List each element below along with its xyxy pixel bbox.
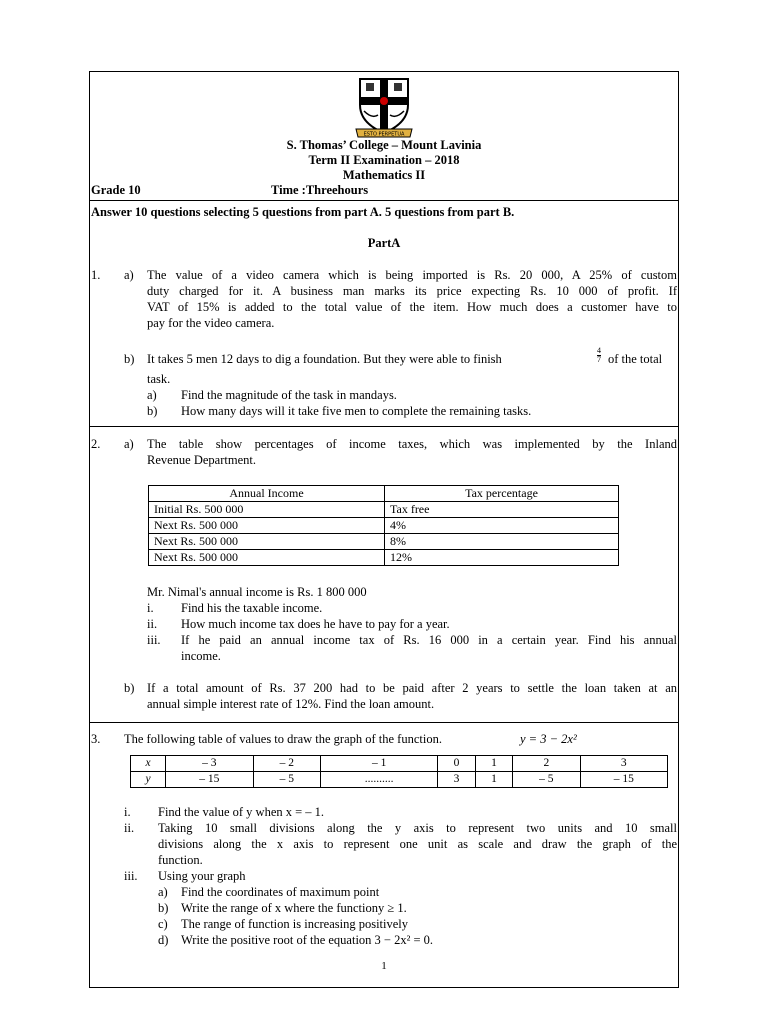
table-cell: Next Rs. 500 000 [149,550,385,566]
q2-sub-label: i. [147,601,154,615]
table-cell: – 5 [513,772,580,788]
table-cell: x [131,756,166,772]
q2-number: 2. [91,437,101,451]
q3-function: y = 3 − 2x² [520,732,577,746]
table-cell: 2 [513,756,580,772]
table-cell: 4% [385,518,619,534]
q2-sub-text-cont: income. [181,649,221,663]
q1-b-text-task: task. [147,372,171,386]
q2-a-line: Revenue Department. [147,453,256,467]
q1-a-line: The value of a video camera which is being imported is Rs. 20 000, A 25% of custom [147,268,677,282]
q3-sub-text: Find the value of y when x = – 1. [158,805,325,819]
q3-part-label: b) [158,901,169,915]
q1-a-label: a) [124,268,134,282]
table-cell: Next Rs. 500 000 [149,518,385,534]
exam-title: Term II Examination – 2018 [308,153,460,167]
q1-b-text: It takes 5 men 12 days to dig a foundation. But they were able to finish [147,352,502,366]
q3-part-label: d) [158,933,169,947]
subject-title: Mathematics II [342,168,426,182]
table-cell: 1 [475,756,512,772]
q1-sub-label: b) [147,404,158,418]
q1-sub-label: a) [147,388,157,402]
q2-b-line: If a total amount of Rs. 37 200 had to be paid after 2 years to settle the loan taken at an [147,681,677,695]
q1-b-label: b) [124,352,135,366]
values-table [130,755,668,788]
table-cell: .......... [320,772,437,788]
q3-sub-label: ii. [124,821,135,835]
table-cell: – 15 [166,772,253,788]
q2-sub-text: If he paid an annual income tax of Rs. 16 000 in a certain year. Find his annual [181,633,677,647]
q2-sub-text: Find his the taxable income. [181,601,323,615]
table-header: Tax percentage [385,486,619,502]
q3-sub-line: divisions along the x axis to represent one unit as scale and draw the graph of the [158,837,677,851]
q1-number: 1. [91,268,101,282]
q3-part-text: The range of function is increasing positively [181,917,409,931]
q2-b-line: annual simple interest rate of 12%. Find the loan amount. [147,697,435,711]
table-cell: 8% [385,534,619,550]
q2-a-line: The table show percentages of income taxes, which was implemented by the Inland [147,437,677,451]
q1-sub-text: How many days will it take five men to complete the remaining tasks. [181,404,532,418]
table-cell: – 1 [320,756,437,772]
school-crest-logo [352,75,416,139]
fraction-denominator: 7 [597,354,601,364]
q1-a-line: pay for the video camera. [147,316,275,330]
fraction-numerator: 4 [597,345,601,355]
header-rule [89,200,679,201]
q3-part-text: Write the range of x where the functiony ≥ 1. [181,901,407,915]
table-cell: 3 [438,772,475,788]
q3-sub-label: iii. [124,869,138,883]
q2-income-line: Mr. Nimal's annual income is Rs. 1 800 000 [147,585,367,599]
q2-sub-label: ii. [147,617,158,631]
q1-divider [89,426,679,427]
q1-sub-text: Find the magnitude of the task in mandays. [181,388,397,402]
table-cell: Initial Rs. 500 000 [149,502,385,518]
q1-b-text-cont: of the total [608,352,663,366]
table-row [149,550,619,566]
table-row [149,518,619,534]
table-cell: Next Rs. 500 000 [149,534,385,550]
table-cell: 0 [438,756,475,772]
table-cell: – 15 [580,772,667,788]
q2-a-label: a) [124,437,134,451]
q3-part-text: Write the positive root of the equation 3 − 2x² = 0. [181,933,434,947]
table-cell: 12% [385,550,619,566]
table-cell: Tax free [385,502,619,518]
q1-a-line: duty charged for it. A business man marks its price expecting Rs. 10 000 of profit. If [147,284,677,298]
table-row [149,534,619,550]
income-tax-table [148,485,619,566]
table-row [149,502,619,518]
part-title: PartA [367,236,401,250]
crest-motto: ESTO PERPETUA [363,131,405,138]
q3-sub-text: Using your graph [158,869,246,883]
q2-b-label: b) [124,681,135,695]
q3-sub-label: i. [124,805,131,819]
table-cell: – 3 [166,756,253,772]
q3-part-label: c) [158,917,168,931]
page-number: 1 [381,960,387,972]
time-label: Time :Threehours [271,183,369,197]
table-header-row [149,486,619,502]
grade-label: Grade 10 [91,183,141,197]
q2-sub-text: How much income tax does he have to pay for a year. [181,617,450,631]
table-row-y [131,772,668,788]
fraction-four-sevenths [596,346,602,364]
q2-divider [89,722,679,723]
table-cell: – 2 [253,756,320,772]
instruction: Answer 10 questions selecting 5 questions from part A. 5 questions from part B. [91,205,515,219]
q3-part-label: a) [158,885,168,899]
table-row-x [131,756,668,772]
table-header: Annual Income [149,486,385,502]
q3-part-text: Find the coordinates of maximum point [181,885,380,899]
q2-sub-label: iii. [147,633,161,647]
table-cell: 3 [580,756,667,772]
table-cell: 1 [475,772,512,788]
q3-sub-line: function. [158,853,203,867]
q3-intro: The following table of values to draw the graph of the function. [124,732,442,746]
q3-sub-line: Taking 10 small divisions along the y axis to represent two units and 10 small [158,821,677,835]
q1-a-line: VAT of 15% is added to the total value of the item. How much does a customer have to [147,300,677,314]
table-cell: y [131,772,166,788]
q3-number: 3. [91,732,101,746]
table-cell: – 5 [253,772,320,788]
school-name: S. Thomas’ College – Mount Lavinia [286,138,482,152]
